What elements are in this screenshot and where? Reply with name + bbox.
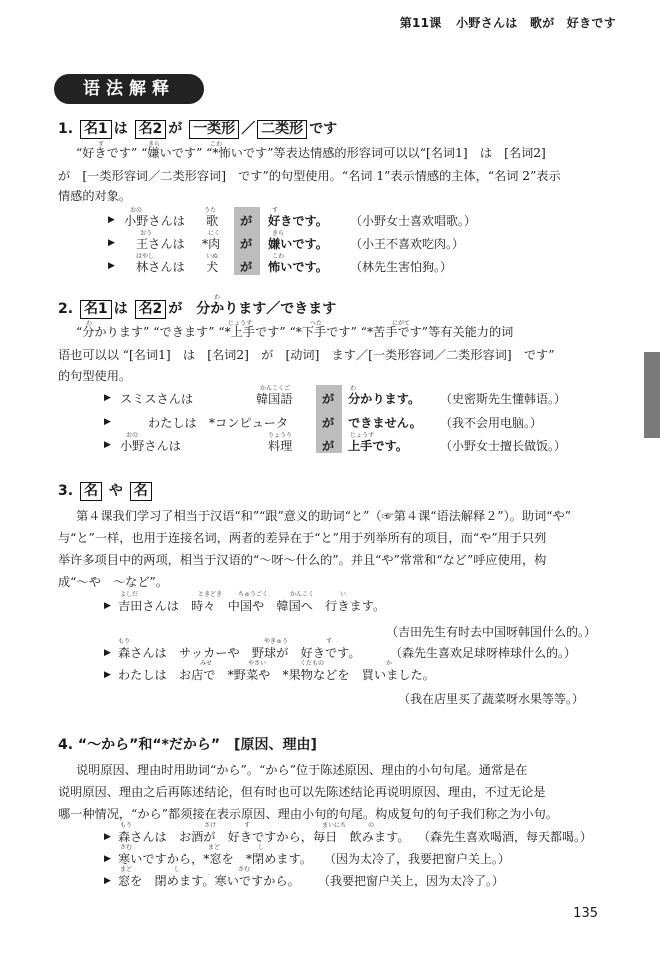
furigana: にがて [392, 320, 411, 327]
example-predicate: 嫌いです。 [268, 237, 328, 251]
example-subject: 王さんは [136, 237, 185, 251]
section-banner: 语法解释 [54, 74, 204, 104]
s2-box-noun1: 名1 [80, 300, 112, 319]
s4-para-line2: 说明原因、理由之后再陈述结论，但有时也可以先陈述结论再说明原因、理由，不过无论是 [58, 785, 546, 799]
example-translation: （小王不喜欢吃肉。） [350, 237, 465, 251]
s1-para-line1: “好きです” “嫌いです” “*怖いです”等表达情感的形容词可以以“[名词1] は [名词2] [76, 146, 546, 160]
s2-para-line1: “分かります” “できます” “*上手です” “*下手です” “*苦手です”等有关能力的词 [76, 325, 514, 339]
example-sentence: 森さんは サッカーや 野球が 好きです。 [118, 646, 361, 660]
bullet-triangle: ▶ [104, 648, 111, 658]
example-translation: （森先生喜欢喝酒，每天都喝。） [418, 830, 593, 844]
s2-para-line2: 语也可以以 “[名词1] は [名词2] が [动词] ます／[一类形容词／二类形容词] です” [58, 348, 555, 362]
example-translation: （我不会用电脑。） [440, 416, 543, 430]
s1-box-adj2: 二类形 [257, 120, 307, 139]
example-subject: わたしは *コンピュータ [148, 416, 289, 430]
example-sentence: 森さんは お酒が 好きですから，毎日 飲みます。 [118, 830, 410, 844]
s3-box-noun1: 名 [80, 482, 102, 501]
page-number: 135 [573, 906, 598, 921]
example-sentence: 窓を 閉めます。寒いですから。 [118, 874, 300, 888]
chapter-edge-tab [644, 352, 660, 438]
s3-para-line3: 举许多项目中的两项，相当于汉语的“～呀～什么的”。并且“や”常常和“など”呼应使用，构 [58, 553, 547, 567]
example-subject: 小野さんは [124, 214, 185, 228]
example-translation: （我在店里买了蔬菜呀水果等等。） [398, 692, 585, 706]
s1-para-line3: 情感的对象。 [58, 189, 132, 203]
s3-heading: 3. 名 や 名 [58, 480, 154, 501]
example-subject: スミスさんは [120, 392, 194, 406]
s4-para-line1: 说明原因、理由时用助词“から”。“から”位于陈述原因、理由的小句句尾。通常是在 [76, 763, 528, 777]
s2-para-line3: 的句型使用。 [58, 369, 132, 383]
example-predicate: 怖いです。 [268, 260, 328, 274]
example-object: *肉 [202, 237, 221, 251]
bullet-triangle: ▶ [104, 440, 111, 450]
furigana: こわ [210, 141, 223, 148]
furigana: へた [310, 320, 323, 327]
running-header [390, 14, 616, 31]
bullet-triangle: ▶ [104, 417, 111, 427]
s3-box-noun2: 名 [130, 482, 152, 501]
example-translation: （小野女士喜欢唱歌。） [350, 214, 477, 228]
example-predicate: できません。 [348, 416, 422, 430]
example-translation: （小野女士擅长做饭。） [440, 439, 567, 453]
s3-para-line1: 第４课我们学习了相当于汉语“和”“跟”意义的助词“と”（☞第４课“语法解释２”）。助词“や” [76, 509, 571, 523]
example-particle: が [240, 237, 253, 251]
example-translation: （我要把窗户关上，因为太冷了。） [318, 874, 505, 888]
furigana: す [98, 141, 105, 148]
example-sentence: 吉田さんは 時々 中国や 韓国へ 行きます。 [118, 599, 386, 613]
example-translation: （吉田先生有时去中国呀韩国什么的。） [386, 625, 597, 639]
example-sentence: わたしは お店で *野菜や *果物などを 買いました。 [118, 668, 435, 682]
s3-para-line4: 成“～や ～など”。 [58, 575, 168, 589]
s1-heading: 1. 名1 は 名2 が 一类形 ／ 二类形 です [58, 121, 338, 137]
lesson-number: 第11课 [399, 16, 442, 30]
furigana: わ [214, 294, 221, 301]
example-object: 韓国語 [256, 392, 293, 406]
s2-heading: 2. 名1 は 名2 が 分かります／できます [58, 301, 337, 317]
example-sentence: 寒いですから，*窓を *閉めます。 [118, 852, 313, 866]
bullet-triangle: ▶ [104, 876, 111, 886]
s1-box-noun2: 名2 [135, 120, 167, 139]
s4-heading: 4. “～から”和“*だから” [原因、理由] [58, 737, 317, 753]
bullet-triangle: ▶ [104, 601, 111, 611]
furigana: わ [86, 320, 93, 327]
example-subject: 小野さんは [120, 439, 181, 453]
s1-para-line2: が [一类形容词／二类形容词] です”的句型使用。“名词 1”表示情感的主体，“名词 2”表示 [58, 169, 561, 183]
s1-box-adj1: 一类形 [189, 120, 239, 139]
example-translation: （史密斯先生懂韩语。） [440, 392, 567, 406]
example-translation: （森先生喜欢足球呀棒球什么的。） [390, 646, 577, 660]
example-object: 料理 [268, 439, 293, 453]
example-predicate: 好きです。 [268, 214, 328, 228]
furigana: きら [148, 141, 161, 148]
bullet-triangle: ▶ [108, 238, 115, 248]
example-object: 歌 [206, 214, 219, 228]
example-predicate: 分かります。 [348, 392, 421, 406]
example-subject: 林さんは [136, 260, 185, 274]
bullet-triangle: ▶ [104, 393, 111, 403]
example-predicate: 上手です。 [348, 439, 408, 453]
example-particle: が [322, 439, 335, 453]
bullet-triangle: ▶ [104, 670, 111, 680]
bullet-triangle: ▶ [108, 215, 115, 225]
example-particle: が [240, 214, 253, 228]
s3-para-line2: 与“と”一样，也用于连接名词，两者的差异在于“と”用于列举所有的项目，而“や”用于只列 [58, 531, 547, 545]
bullet-triangle: ▶ [104, 832, 111, 842]
example-translation: （因为太冷了，我要把窗户关上。） [324, 852, 511, 866]
example-particle: が [322, 416, 335, 430]
s1-box-noun1: 名1 [80, 120, 112, 139]
example-particle: が [240, 260, 253, 274]
lesson-title: 小野さんは 歌が 好きです [456, 16, 616, 30]
textbook-page: 第11课 小野さんは 歌が 好きです 语法解释 1. 名1 は 名2 が 一类形 ／ 二类形 です す きら こわ “好きです” “嫌いです” “*怖いです”等表达情感的形容词可以以“[名词1] は [名词2] が [一类形容词／二类形容词] です”的句型使用。“名词 1”表示情感的主体，“名词 2”表示 情感的对象。 ▶ おの うた す 小野さんは 歌 が 好きです。 （小野女士喜欢唱歌。） ▶ おう にく きら 王さんは *肉 が 嫌いです。 （小王不喜欢吃肉。） ▶ はやし いぬ こわ 林さんは 犬 が 怖いです。 （林先生害怕狗。） わ 2. 名1 は 名2 が 分かります／できます わ じょうず へた にがて “分かります” “できます” “*上手です” “*下手です” “*苦手です”等有关能力的词 语也可以以 “[名词1] は [名词2] が [动词] ます／[一类形容词／二类形容词] です” 的句型使用。 ▶ かんこくご わ スミスさんは 韓国語 が 分かります。 （史密斯先生懂韩语。） ▶ わたしは *コンピュータ が できません。 （我不会用电脑。） ▶ おの りょうり じょうず 小野さんは 料理 が 上手です。 （小野女士擅长做饭。） 3. 名 や 名 第４课我们学习了相当于汉语“和”“跟”意义的助词“と”（☞第４课“语法解释２”）。助词“や” 与“と”一样，也用于连接名词，两者的差异在于“と”用于列举所有的项目，而“や”用于只列 举许多项目中的两项，相当于汉语的“～呀～什么的”。并且“や”常常和“など”呼应使用，构 成“～や ～など”。 ▶ よしだ ときどき ちゅうごく かんこく い 吉田さんは 時々 中国や 韓国へ 行きます。 （吉田先生有时去中国呀韩国什么的。） ▶ もり やきゅう す 森さんは サッカーや 野球が 好きです。 （森先生喜欢足球呀棒球什么的。） ▶ みせ やさい くだもの か わたしは お店で *野菜や *果物などを 買いました。 （我在店里买了蔬菜呀水果等等。） 4. “～から”和“*だから” [原因、理由] 说明原因、理由时用助词“から”。“から”位于陈述原因、理由的小句句尾。通常是在 说明原因、理由之后再陈述结论，但有时也可以先陈述结论再说明原因、理由，不过无论是 哪一种情况，“から”都须接在表示原因、理由小句的句尾。构成复句的句子我们称之为小句。 ▶ もり さけ す まいにち の 森さんは お酒が 好きですから，毎日 飲みます。 （森先生喜欢喝酒，每天都喝。） ▶ さむ まど し 寒いですから，*窓を *閉めます。 （因为太冷了，我要把窗户关上。） ▶ まど し さむ 窓を 閉めます。寒いですから。 （我要把窗户关上，因为太冷了。） 135 [0, 0, 660, 964]
example-translation: （林先生害怕狗。） [350, 260, 453, 274]
s2-box-noun2: 名2 [135, 300, 167, 319]
bullet-triangle: ▶ [104, 854, 111, 864]
furigana: じょうず [228, 320, 253, 327]
example-object: 犬 [206, 260, 219, 274]
s4-para-line3: 哪一种情况，“から”都须接在表示原因、理由小句的句尾。构成复句的句子我们称之为小句。 [58, 807, 558, 821]
example-particle: が [322, 392, 335, 406]
bullet-triangle: ▶ [108, 261, 115, 271]
